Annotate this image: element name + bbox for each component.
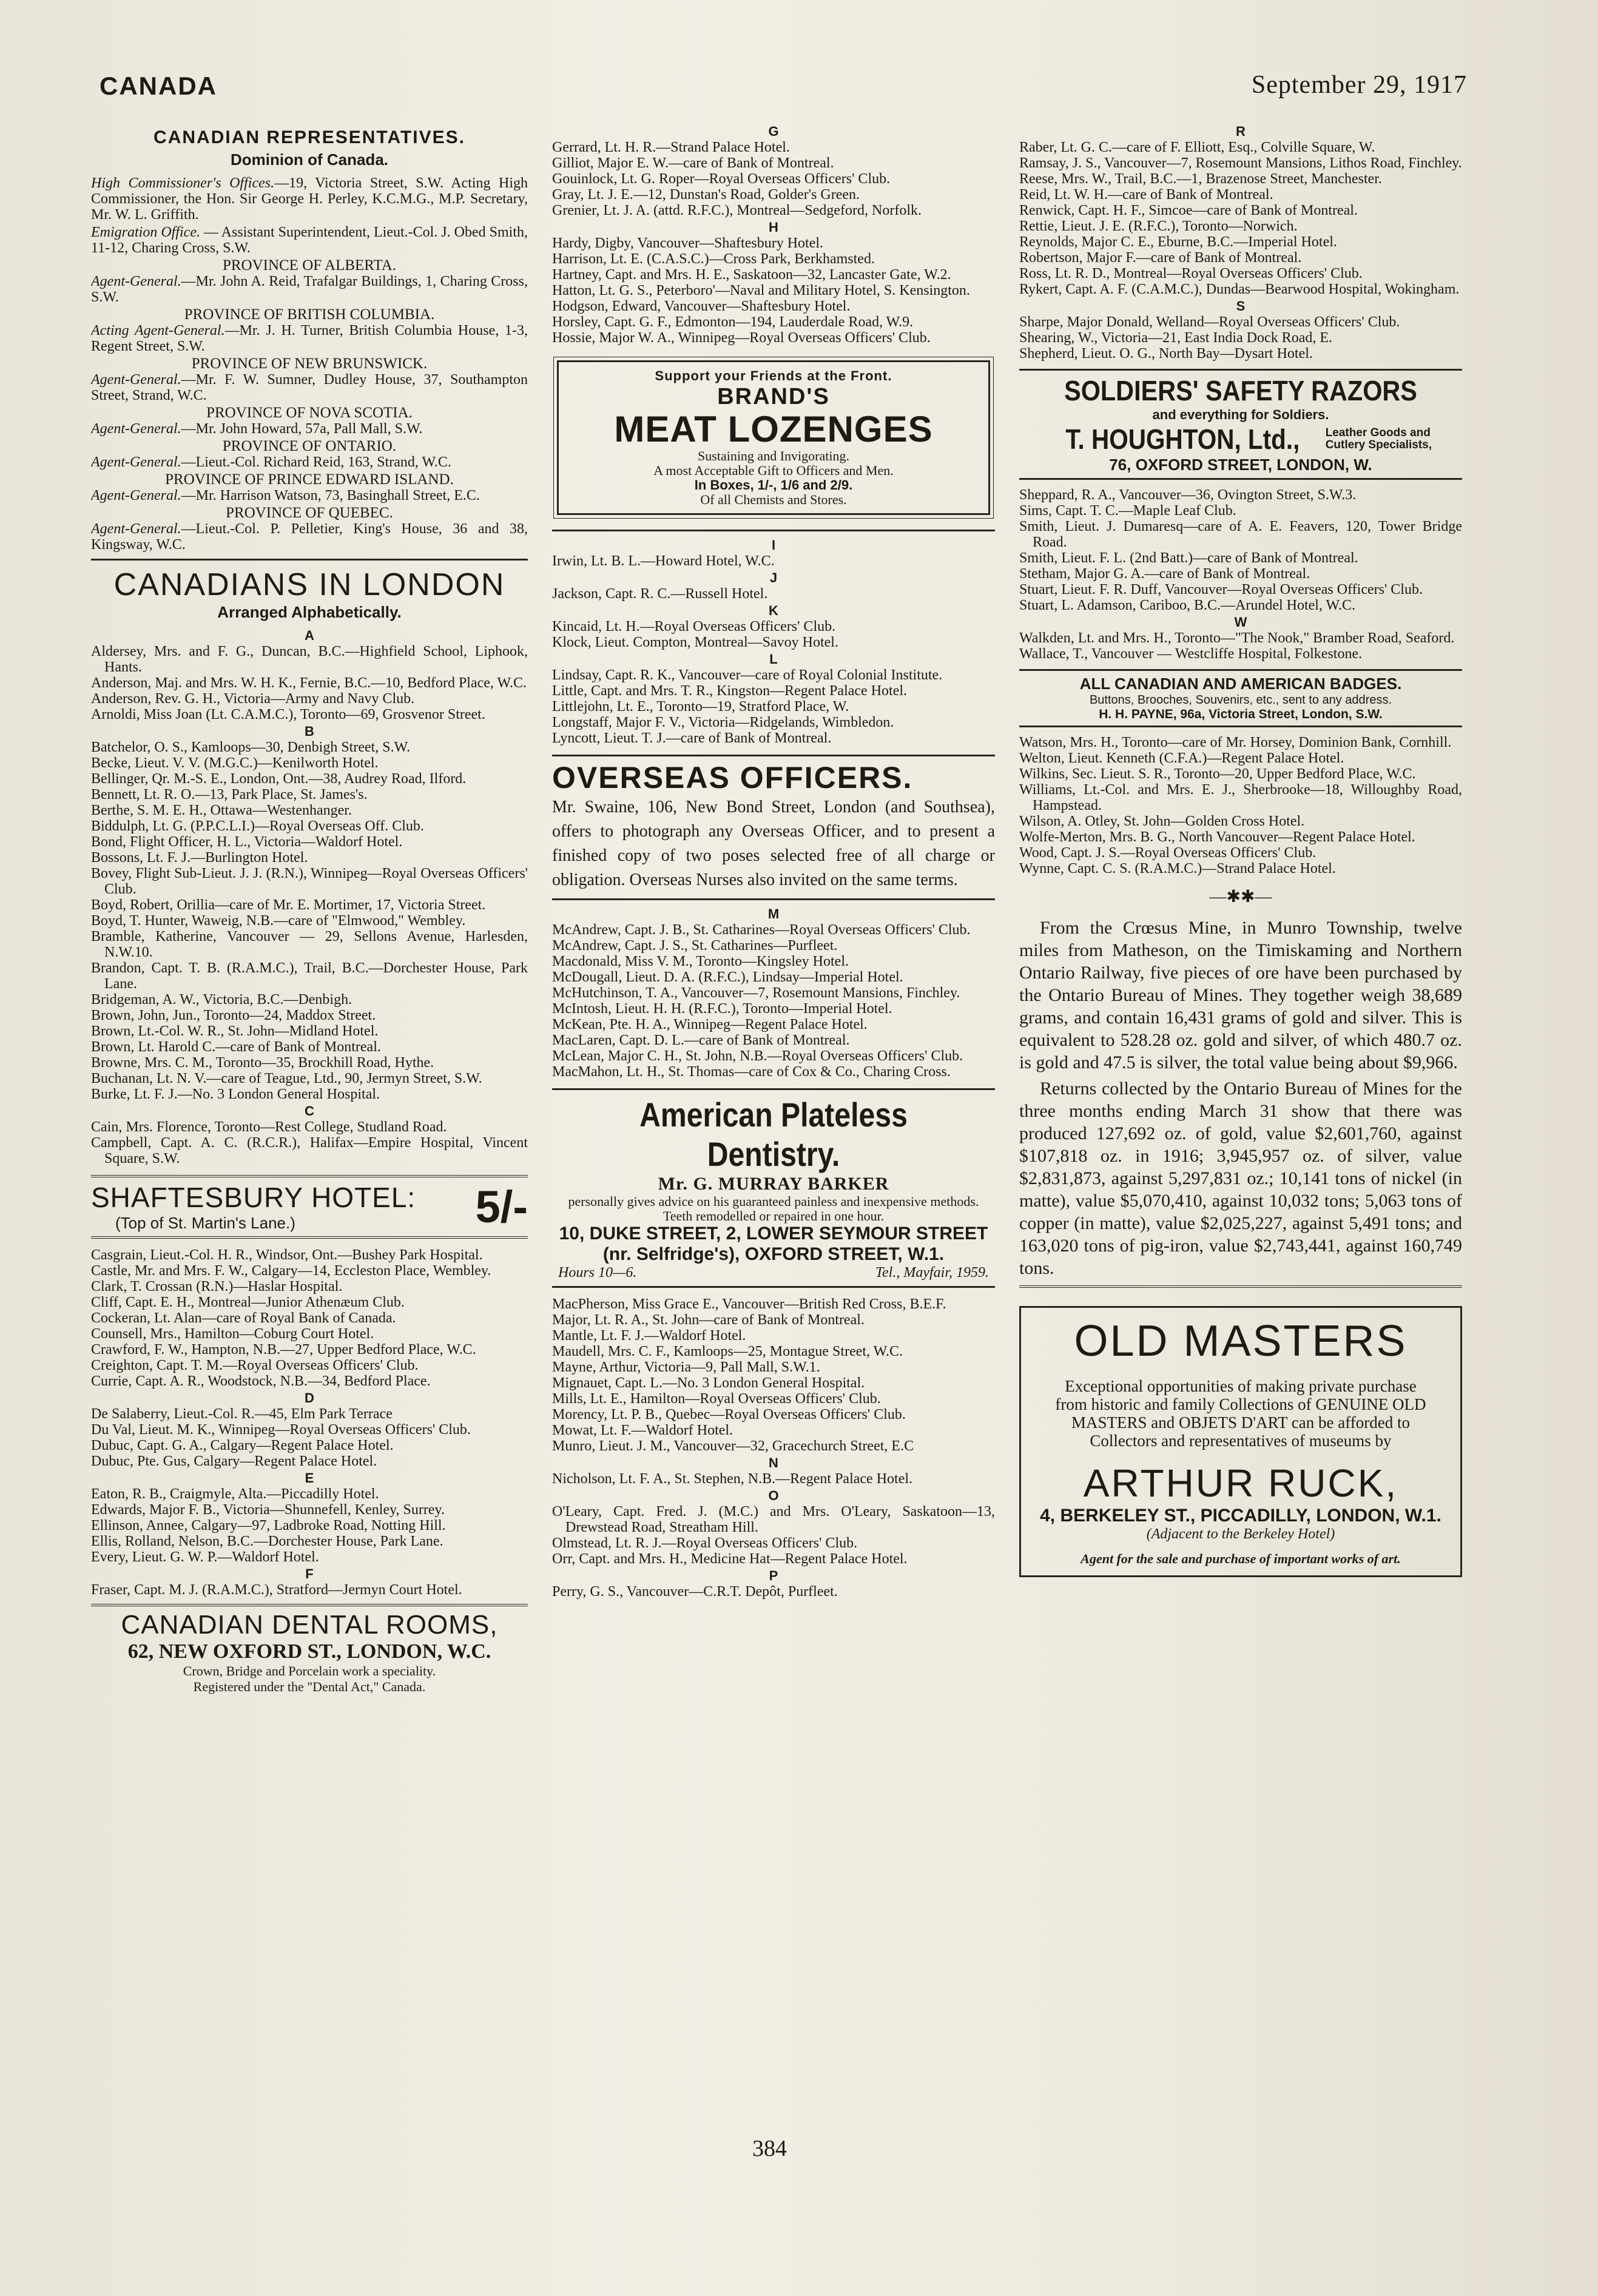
directory-entry: Hartney, Capt. and Mrs. H. E., Saskatoon—32, Lancaster Gate, W.2. bbox=[552, 267, 951, 283]
directory-entry: Bovey, Flight Sub-Lieut. J. J. (R.N.), Winnipeg—Royal Overseas Officers' Club. bbox=[91, 866, 528, 897]
directory-entry: Shepherd, Lieut. O. G., North Bay—Dysart Hotel. bbox=[1019, 346, 1313, 362]
directory-entry: Mowat, Lt. F.—Waldorf Hotel. bbox=[552, 1422, 733, 1438]
representative-entry bbox=[91, 488, 528, 503]
directory-entry: Little, Capt. and Mrs. T. R., Kingston—Regent Palace Hotel. bbox=[552, 683, 908, 699]
directory-entry: Cliff, Capt. E. H., Montreal—Junior Athenæum Club. bbox=[91, 1294, 405, 1310]
dentistry-line-1: personally gives advice on his guaranteed painless and inexpensive methods. bbox=[568, 1194, 979, 1209]
directory-entry: Crawford, F. W., Hampton, N.B.—27, Upper Bedford Place, W.C. bbox=[91, 1342, 476, 1358]
directory-entry: Mignauet, Capt. L.—No. 3 London General Hospital. bbox=[552, 1375, 865, 1391]
brand-line-1: Sustaining and Invigorating. bbox=[698, 448, 849, 463]
canadian-dental-rooms-ad bbox=[91, 1604, 528, 1695]
directory-entry: Watson, Mrs. H., Toronto—care of Mr. Horsey, Dominion Bank, Cornhill. bbox=[1019, 735, 1452, 750]
directory-w-cont bbox=[1019, 735, 1462, 877]
directory-entry: Gouinlock, Lt. G. Roper—Royal Overseas Officers' Club. bbox=[552, 171, 891, 187]
razors-firm-note-1: Leather Goods and bbox=[1325, 426, 1431, 439]
column-middle bbox=[552, 123, 995, 2187]
representative-entry bbox=[91, 323, 528, 354]
directory-entry: Nicholson, Lt. F. A., St. Stephen, N.B.—Regent Palace Hotel. bbox=[552, 1471, 913, 1487]
alphabet-letter: G bbox=[768, 124, 779, 139]
directory-entry: Rykert, Capt. A. F. (C.A.M.C.), Dundas—Bearwood Hospital, Wokingham. bbox=[1019, 281, 1460, 297]
directory-entry: Wolfe-Merton, Mrs. B. G., North Vancouver—Regent Palace Hotel. bbox=[1019, 829, 1415, 845]
page-number: 384 bbox=[752, 2136, 787, 2161]
directory-entry: Hardy, Digby, Vancouver—Shaftesbury Hotel. bbox=[552, 235, 824, 251]
directory-i-l bbox=[552, 537, 995, 746]
directory-entry: Kincaid, Lt. H.—Royal Overseas Officers' Club. bbox=[552, 619, 836, 635]
canadians-in-london-title: CANADIANS IN LONDON bbox=[113, 567, 505, 602]
representative-entry bbox=[91, 175, 528, 223]
running-head-date: September 29, 1917 bbox=[1251, 71, 1467, 99]
american-plateless-dentistry-ad bbox=[552, 1088, 995, 1288]
directory-entry: Munro, Lieut. J. M., Vancouver—32, Gracechurch Street, E.C bbox=[552, 1438, 914, 1454]
directory-entry: Gilliot, Major E. W.—care of Bank of Montreal. bbox=[552, 155, 834, 171]
directory-entry: McKean, Pte. H. A., Winnipeg—Regent Palace Hotel. bbox=[552, 1017, 868, 1032]
directory-entry: Bond, Flight Officer, H. L., Victoria—Waldorf Hotel. bbox=[91, 834, 403, 850]
province-heading: PROVINCE OF PRINCE EDWARD ISLAND. bbox=[165, 471, 454, 488]
overseas-title: OVERSEAS OFFICERS. bbox=[552, 761, 913, 795]
directory-entry: Dubuc, Pte. Gus, Calgary—Regent Palace Hotel. bbox=[91, 1453, 377, 1469]
directory-entry: Brown, John, Jun., Toronto—24, Maddox Street. bbox=[91, 1008, 376, 1023]
alphabet-letter: E bbox=[305, 1470, 314, 1486]
directory-entry: Robertson, Major F.—care of Bank of Montreal. bbox=[1019, 250, 1302, 266]
directory-entry: Mayne, Arthur, Victoria—9, Pall Mall, S.W.1. bbox=[552, 1359, 820, 1375]
directory-entry: Perry, G. S., Vancouver—C.R.T. Depôt, Purfleet. bbox=[552, 1584, 838, 1600]
directory-entry: Macdonald, Miss V. M., Toronto—Kingsley Hotel. bbox=[552, 954, 849, 969]
directory-entry: Smith, Lieut. J. Dumaresq—care of A. E. Feavers, 120, Tower Bridge Road. bbox=[1019, 519, 1462, 550]
representative-role: Acting Agent-General. bbox=[91, 323, 225, 338]
directory-entry: Brown, Lt. Harold C.—care of Bank of Montreal. bbox=[91, 1039, 381, 1055]
directory-c-f bbox=[91, 1247, 528, 1598]
directory-entry: Stuart, Lieut. F. R. Duff, Vancouver—Royal Overseas Officers' Club. bbox=[1019, 582, 1423, 598]
directory-entry: Ramsay, J. S., Vancouver—7, Rosemount Mansions, Lithos Road, Finchley. bbox=[1019, 155, 1462, 171]
directory-m-p bbox=[552, 1296, 995, 1600]
alphabet-letter: W bbox=[1234, 614, 1247, 630]
directory-entry: McIntosh, Lieut. H. H. (R.F.C.), Toronto—Imperial Hotel. bbox=[552, 1001, 892, 1017]
directory-entry: Brown, Lt.-Col. W. R., St. John—Midland Hotel. bbox=[91, 1023, 379, 1039]
directory-entry: Berthe, S. M. E. H., Ottawa—Westenhanger. bbox=[91, 803, 352, 818]
directory-entry: Irwin, Lt. B. L.—Howard Hotel, W.C. bbox=[552, 553, 775, 569]
alphabet-letter: N bbox=[769, 1455, 778, 1470]
directory-entry: Hatton, Lt. G. S., Peterboro'—Naval and Military Hotel, S. Kensington. bbox=[552, 283, 970, 298]
representative-role: High Commissioner's Offices. bbox=[91, 175, 275, 191]
brand-line-4: Of all Chemists and Stores. bbox=[700, 492, 847, 507]
directory-entry: Campbell, Capt. A. C. (R.C.R.), Halifax—Empire Hospital, Vincent Square, S.W. bbox=[91, 1135, 528, 1167]
directory-entry: Bellinger, Qr. M.-S. E., London, Ont.—38, Audrey Road, Ilford. bbox=[91, 771, 467, 787]
directory-entry: Williams, Lt.-Col. and Mrs. E. J., Sherbrooke—18, Willoughby Road, Hampstead. bbox=[1019, 782, 1462, 813]
alphabet-letter: C bbox=[305, 1103, 314, 1119]
directory-s-w bbox=[1019, 487, 1462, 662]
directory-entry: MacMahon, Lt. H., St. Thomas—care of Cox & Co., Charing Cross. bbox=[552, 1064, 951, 1080]
directory-entry: Batchelor, O. S., Kamloops—30, Denbigh Street, S.W. bbox=[91, 739, 411, 755]
directory-entry: Raber, Lt. G. C.—care of F. Elliott, Esq., Colville Square, W. bbox=[1019, 140, 1375, 155]
directory-entry: Reynolds, Major C. E., Eburne, B.C.—Imperial Hotel. bbox=[1019, 234, 1337, 250]
directory-entry: Ross, Lt. R. D., Montreal—Royal Overseas Officers' Club. bbox=[1019, 266, 1363, 281]
directory-entry: Horsley, Capt. G. F., Edmonton—194, Lauderdale Road, W.9. bbox=[552, 314, 914, 330]
representative-details: —19, Victoria Street, S.W. Acting High Commissioner, the Hon. Sir George H. Perley, K.C.M.G., M.P. Secretary, Mr. W. L. Griffith. bbox=[91, 175, 528, 223]
directory-entry: McLean, Major C. H., St. John, N.B.—Royal Overseas Officers' Club. bbox=[552, 1048, 963, 1064]
divider bbox=[552, 530, 995, 531]
representative-entry bbox=[91, 454, 528, 470]
brand-line-3: In Boxes, 1/-, 1/6 and 2/9. bbox=[694, 477, 853, 493]
canadians-in-london-subtitle: Arranged Alphabetically. bbox=[217, 603, 402, 621]
alphabet-letter: F bbox=[305, 1566, 314, 1581]
alphabet-letter: L bbox=[769, 651, 778, 667]
representative-role: Agent-General. bbox=[91, 454, 181, 470]
divider bbox=[91, 559, 528, 561]
directory-entry: Eaton, R. B., Craigmyle, Alta.—Piccadilly Hotel. bbox=[91, 1486, 379, 1502]
directory-entry: Gerrard, Lt. H. R.—Strand Palace Hotel. bbox=[552, 140, 790, 155]
column-right bbox=[1019, 123, 1462, 2187]
representative-details: —Mr. J. H. Turner, British Columbia House, 1-3, Regent Street, S.W. bbox=[91, 323, 528, 354]
brand-line-2: A most Acceptable Gift to Officers and Men. bbox=[653, 463, 894, 478]
province-heading: PROVINCE OF QUEBEC. bbox=[226, 505, 393, 521]
directory-entry: Boyd, Robert, Orillia—care of Mr. E. Mortimer, 17, Victoria Street. bbox=[91, 897, 486, 913]
directory-entry: Du Val, Lieut. M. K., Winnipeg—Royal Overseas Officers' Club. bbox=[91, 1422, 471, 1438]
divider bbox=[552, 898, 995, 900]
razors-firm-note-2: Cutlery Specialists, bbox=[1325, 439, 1432, 451]
directory-entry: Harrison, Lt. E. (C.A.S.C.)—Cross Park, Berkhamsted. bbox=[552, 251, 875, 267]
masters-title: OLD MASTERS bbox=[1074, 1317, 1408, 1365]
representative-role: Agent-General. bbox=[91, 372, 181, 388]
directory-entry: O'Leary, Capt. Fred. J. (M.C.) and Mrs. O'Leary, Saskatoon—13, Drewstead Road, Streatham Hill. bbox=[552, 1504, 995, 1535]
alphabet-letter: J bbox=[769, 570, 778, 585]
razors-subtitle: and everything for Soldiers. bbox=[1152, 407, 1329, 422]
representative-details: —Mr. John Howard, 57a, Pall Mall, S.W. bbox=[181, 421, 423, 437]
representative-role: Agent-General. bbox=[91, 521, 181, 537]
column-left bbox=[91, 123, 528, 2187]
directory-entry: Buchanan, Lt. N. V.—care of Teague, Ltd., 90, Jermyn Street, S.W. bbox=[91, 1071, 482, 1086]
representative-role: Agent-General. bbox=[91, 488, 181, 503]
representative-details: —Mr. Harrison Watson, 73, Basinghall Street, E.C. bbox=[181, 488, 480, 503]
dental-line-1: Crown, Bridge and Porcelain work a speciality. bbox=[183, 1663, 436, 1678]
alphabet-letter: M bbox=[767, 906, 780, 921]
razors-firm-row bbox=[1019, 423, 1462, 456]
directory-entry: Anderson, Maj. and Mrs. W. H. K., Fernie, B.C.—10, Bedford Place, W.C. bbox=[91, 675, 527, 691]
directory-entry: Hossie, Major W. A., Winnipeg—Royal Overseas Officers' Club. bbox=[552, 330, 931, 346]
directory-entry: Aldersey, Mrs. and F. G., Duncan, B.C.—Highfield School, Liphook, Hants. bbox=[91, 644, 528, 675]
dentistry-title: American Plateless Dentistry. bbox=[639, 1096, 908, 1173]
dentistry-address-1: 10, DUKE STREET, 2, LOWER SEYMOUR STREET bbox=[559, 1224, 988, 1244]
dentistry-hours-row bbox=[552, 1265, 995, 1281]
representative-details: — Assistant Superintendent, Lieut.-Col. J. Obed Smith, 11-12, Charing Cross, S.W. bbox=[91, 224, 528, 256]
directory-entry: Fraser, Capt. M. J. (R.A.M.C.), Stratford—Jermyn Court Hotel. bbox=[91, 1582, 462, 1598]
brands-meat-lozenges-ad bbox=[557, 360, 990, 515]
directory-entry: Gray, Lt. J. E.—12, Dunstan's Road, Golder's Green. bbox=[552, 187, 860, 203]
directory-entry: Shearing, W., Victoria—21, East India Dock Road, E. bbox=[1019, 330, 1333, 346]
directory-g-h bbox=[552, 124, 995, 346]
badges-title: ALL CANADIAN AND AMERICAN BADGES. bbox=[1079, 675, 1402, 693]
directory-entry: Wilkins, Sec. Lieut. S. R., Toronto—20, Upper Bedford Place, W.C. bbox=[1019, 766, 1416, 782]
masters-body: Exceptional opportunities of making private purchase from historic and family Collections of GENUINE OLD MASTERS and OBJETS D'ART can be afforded to Collectors and representatives of museums by bbox=[1055, 1377, 1426, 1450]
directory-entry: Olmstead, Lt. R. J.—Royal Overseas Officers' Club. bbox=[552, 1535, 858, 1551]
directory-entry: Browne, Mrs. C. M., Toronto—35, Brockhill Road, Hythe. bbox=[91, 1055, 434, 1071]
directory-entry: Casgrain, Lieut.-Col. H. R., Windsor, Ont.—Bushey Park Hospital. bbox=[91, 1247, 483, 1263]
directory-m bbox=[552, 906, 995, 1080]
alphabet-letter: S bbox=[1236, 298, 1246, 314]
alphabet-letter: K bbox=[769, 603, 778, 618]
representative-details: —Mr. John A. Reid, Trafalgar Buildings, 1, Charing Cross, S.W. bbox=[91, 274, 528, 305]
brand-product: MEAT LOZENGES bbox=[614, 409, 933, 449]
razors-address: 76, OXFORD STREET, LONDON, W. bbox=[1109, 456, 1372, 474]
dentistry-telephone: Tel., Mayfair, 1959. bbox=[875, 1265, 989, 1281]
razors-firm: T. HOUGHTON, Ltd., bbox=[1065, 423, 1300, 455]
directory-entry: Mantle, Lt. F. J.—Waldorf Hotel. bbox=[552, 1328, 746, 1344]
directory-entry: Sims, Capt. T. C.—Maple Leaf Club. bbox=[1019, 503, 1236, 519]
badges-ad bbox=[1019, 669, 1462, 727]
dentistry-hours: Hours 10—6. bbox=[558, 1265, 637, 1281]
directory-entry: Major, Lt. R. A., St. John—care of Bank of Montreal. bbox=[552, 1312, 865, 1328]
directory-entry: Bridgeman, A. W., Victoria, B.C.—Denbigh. bbox=[91, 992, 352, 1008]
directory-entry: Lyncott, Lieut. T. J.—care of Bank of Montreal. bbox=[552, 730, 832, 746]
province-heading: PROVINCE OF NOVA SCOTIA. bbox=[206, 405, 413, 421]
article-paragraph-1: From the Crœsus Mine, in Munro Township, twelve miles from Matheson, on the Timiskaming and Northern Ontario Railway, five pieces of ore have been purchased by the Ontario Bureau of Mines. They together weigh 38,689 grams, and contain 16,431 grams of gold and silver. This is equivalent to 528.28 oz. gold and silver, of which 480.7 oz. is gold and 47.5 is silver, the total value being about $9,966. bbox=[1019, 918, 1462, 1072]
directory-entry: Boyd, T. Hunter, Waweig, N.B.—care of "Elmwood," Wembley. bbox=[91, 913, 466, 929]
directory-entry: Sheppard, R. A., Vancouver—36, Ovington Street, S.W.3. bbox=[1019, 487, 1357, 503]
directory-entry: Castle, Mr. and Mrs. F. W., Calgary—14, Eccleston Place, Wembley. bbox=[91, 1263, 491, 1279]
old-masters-ad bbox=[1019, 1306, 1462, 1577]
article-paragraph-2: Returns collected by the Ontario Bureau of Mines for the three months ending March 31 show that there was produced 127,692 oz. of gold, value $2,601,760, against $107,818 oz. in 1916; 3,945,957 oz. of silver, value $2,831,873, against 5,297,831 oz.; 10,141 tons of nickel (in matte), value $5,070,410, against 10,032 tons; 5,063 tons of copper (in matte), value $2,025,227, against 5,491 tons; and 163,020 tons of pig-iron, value $2,743,441, against 160,749 tons. bbox=[1019, 1079, 1462, 1278]
directory-entry: Currie, Capt. A. R., Woodstock, N.B.—34, Bedford Place. bbox=[91, 1373, 431, 1389]
overseas-officers-ad bbox=[552, 755, 995, 892]
dentistry-address-2: (nr. Selfridge's), OXFORD STREET, W.1. bbox=[602, 1244, 945, 1264]
directory-entry: Reese, Mrs. W., Trail, B.C.—1, Brazenose Street, Manchester. bbox=[1019, 171, 1382, 187]
directory-entry: Cockeran, Lt. Alan—care of Royal Bank of Canada. bbox=[91, 1310, 396, 1326]
representative-entry bbox=[91, 421, 528, 437]
masters-dealer: ARTHUR RUCK, bbox=[1083, 1461, 1398, 1505]
razors-firm-note bbox=[1326, 427, 1432, 451]
directory-r-s bbox=[1019, 124, 1462, 362]
shaftesbury-location: (Top of St. Martin's Lane.) bbox=[115, 1214, 295, 1232]
directory-entry: Klock, Lieut. Compton, Montreal—Savoy Hotel. bbox=[552, 635, 838, 650]
dentistry-line-2: Teeth remodelled or repaired in one hour. bbox=[662, 1208, 885, 1224]
province-heading: PROVINCE OF BRITISH COLUMBIA. bbox=[184, 306, 435, 323]
directory-entry: Anderson, Rev. G. H., Victoria—Army and Navy Club. bbox=[91, 691, 415, 707]
directory-entry: Morency, Lt. P. B., Quebec—Royal Overseas Officers' Club. bbox=[552, 1407, 906, 1422]
directory-entry: Wynne, Capt. C. S. (R.A.M.C.)—Strand Palace Hotel. bbox=[1019, 861, 1336, 877]
representative-role: Agent-General. bbox=[91, 274, 181, 289]
directory-entry: McHutchinson, T. A., Vancouver—7, Rosemount Mansions, Finchley. bbox=[552, 985, 960, 1001]
badges-line: Buttons, Brooches, Souvenirs, etc., sent to any address. bbox=[1089, 693, 1392, 707]
directory-entry: Orr, Capt. and Mrs. H., Medicine Hat—Regent Palace Hotel. bbox=[552, 1551, 908, 1567]
masters-agent-note: Agent for the sale and purchase of important works of art. bbox=[1081, 1551, 1401, 1566]
directory-entry: Littlejohn, Lt. E., Toronto—19, Stratford Place, W. bbox=[552, 699, 849, 715]
directory-entry: Wilson, A. Otley, St. John—Golden Cross Hotel. bbox=[1019, 813, 1305, 829]
directory-entry: Lindsay, Capt. R. K., Vancouver—care of Royal Colonial Institute. bbox=[552, 667, 943, 683]
directory-entry: Renwick, Capt. H. F., Simcoe—care of Bank of Montreal. bbox=[1019, 203, 1358, 218]
dentistry-name: Mr. G. MURRAY BARKER bbox=[658, 1174, 889, 1194]
representative-entry bbox=[91, 372, 528, 403]
soldiers-safety-razors-ad bbox=[1019, 369, 1462, 480]
directory-entry: Bramble, Katherine, Vancouver — 29, Sellons Avenue, Harlesden, N.W.10. bbox=[91, 929, 528, 960]
shaftesbury-hotel-ad bbox=[91, 1175, 528, 1239]
alphabet-letter: D bbox=[305, 1390, 314, 1406]
representative-entry bbox=[91, 224, 528, 256]
directory-entry: MacLaren, Capt. D. L.—care of Bank of Montreal. bbox=[552, 1032, 850, 1048]
representative-details: —Lieut.-Col. P. Pelletier, King's House, 36 and 38, Kingsway, W.C. bbox=[91, 521, 528, 553]
directory-entry: McAndrew, Capt. J. S., St. Catharines—Purfleet. bbox=[552, 938, 838, 954]
directory-entry: Ellis, Rolland, Nelson, B.C.—Dorchester House, Park Lane. bbox=[91, 1533, 443, 1549]
divider bbox=[1019, 1285, 1462, 1288]
alphabet-letter: I bbox=[771, 537, 776, 553]
directory-entry: Mills, Lt. E., Hamilton—Royal Overseas Officers' Club. bbox=[552, 1391, 881, 1407]
directory-entry: Dubuc, Capt. G. A., Calgary—Regent Palace Hotel. bbox=[91, 1438, 394, 1453]
dental-address: 62, NEW OXFORD ST., LONDON, W.C. bbox=[127, 1640, 491, 1663]
dental-name: CANADIAN DENTAL ROOMS, bbox=[121, 1610, 498, 1640]
province-heading: PROVINCE OF ONTARIO. bbox=[222, 438, 397, 454]
directory-entry: Ellinson, Annee, Calgary—97, Ladbroke Road, Notting Hill. bbox=[91, 1518, 446, 1533]
directory-entry: Cain, Mrs. Florence, Toronto—Rest College, Studland Road. bbox=[91, 1119, 447, 1135]
masters-adjacent: (Adjacent to the Berkeley Hotel) bbox=[1146, 1526, 1335, 1542]
directory-entry: Biddulph, Lt. G. (P.P.C.L.I.)—Royal Overseas Off. Club. bbox=[91, 818, 424, 834]
masters-address: 4, BERKELEY ST., PICCADILLY, LONDON, W.1. bbox=[1040, 1506, 1441, 1526]
alphabet-letter: A bbox=[305, 628, 314, 643]
directory-entry: Welton, Lieut. Kenneth (C.F.A.)—Regent Palace Hotel. bbox=[1019, 750, 1344, 766]
directory-entry: Brandon, Capt. T. B. (R.A.M.C.), Trail, B.C.—Dorchester House, Park Lane. bbox=[91, 960, 528, 992]
section-ornament: —✱✱— bbox=[1209, 887, 1272, 906]
directory-entry: Longstaff, Major F. V., Victoria—Ridgelands, Wimbledon. bbox=[552, 715, 894, 730]
directory-entry: Hodgson, Edward, Vancouver—Shaftesbury Hotel. bbox=[552, 298, 851, 314]
shaftesbury-price: 5/- bbox=[475, 1182, 528, 1232]
alphabet-letter: B bbox=[305, 724, 314, 739]
representative-entry bbox=[91, 274, 528, 305]
province-heading: PROVINCE OF ALBERTA. bbox=[222, 257, 397, 274]
directory-entry: Arnoldi, Miss Joan (Lt. C.A.M.C.), Toronto—69, Grosvenor Street. bbox=[91, 707, 485, 722]
directory-entry: Rettie, Lieut. J. E. (R.F.C.), Toronto—Norwich. bbox=[1019, 218, 1298, 234]
directory-entry: Edwards, Major F. B., Victoria—Shunnefell, Kenley, Surrey. bbox=[91, 1502, 445, 1518]
alphabet-letter: R bbox=[1236, 124, 1246, 139]
representative-details: —Mr. F. W. Sumner, Dudley House, 37, Southampton Street, Strand, W.C. bbox=[91, 372, 528, 403]
directory-entry: Every, Lieut. G. W. P.—Waldorf Hotel. bbox=[91, 1549, 319, 1565]
directory-entry: McDougall, Lieut. D. A. (R.F.C.), Lindsay—Imperial Hotel. bbox=[552, 969, 903, 985]
brand-name: BRAND'S bbox=[717, 384, 830, 409]
representative-details: —Lieut.-Col. Richard Reid, 163, Strand, W.C. bbox=[181, 454, 451, 470]
province-heading: PROVINCE OF NEW BRUNSWICK. bbox=[191, 355, 428, 372]
directory-entry: Counsell, Mrs., Hamilton—Coburg Court Hotel. bbox=[91, 1326, 374, 1342]
dental-line-2: Registered under the "Dental Act," Canada. bbox=[193, 1679, 426, 1694]
alphabet-letter: O bbox=[768, 1488, 779, 1503]
representative-role: Emigration Office. bbox=[91, 224, 200, 240]
brand-tagline: Support your Friends at the Front. bbox=[655, 368, 892, 383]
directory-entry: Becke, Lieut. V. V. (M.G.C.)—Kenilworth Hotel. bbox=[91, 755, 379, 771]
directory-entry: Wallace, T., Vancouver — Westcliffe Hospital, Folkestone. bbox=[1019, 646, 1363, 662]
alphabet-letter: P bbox=[769, 1568, 778, 1583]
shaftesbury-name: SHAFTESBURY HOTEL: bbox=[91, 1182, 416, 1213]
directory-entry: Wood, Capt. J. S.—Royal Overseas Officers' Club. bbox=[1019, 845, 1316, 861]
directory-entry: McAndrew, Capt. J. B., St. Catharines—Royal Overseas Officers' Club. bbox=[552, 922, 971, 938]
representative-entry bbox=[91, 521, 528, 553]
directory-entry: Maudell, Mrs. C. F., Kamloops—25, Montague Street, W.C. bbox=[552, 1344, 903, 1359]
directory-entry: Bennett, Lt. R. O.—13, Park Place, St. James's. bbox=[91, 787, 368, 803]
razors-title: SOLDIERS' SAFETY RAZORS bbox=[1064, 375, 1417, 406]
directory-entry: Clark, T. Crossan (R.N.)—Haslar Hospital. bbox=[91, 1279, 343, 1294]
directory-entry: Sharpe, Major Donald, Welland—Royal Overseas Officers' Club. bbox=[1019, 314, 1400, 330]
running-head-title: CANADA bbox=[99, 72, 217, 100]
directory-entry: Burke, Lt. F. J.—No. 3 London General Hospital. bbox=[91, 1086, 380, 1102]
reps-title: CANADIAN REPRESENTATIVES. bbox=[153, 127, 465, 147]
directory-entry: Bossons, Lt. F. J.—Burlington Hotel. bbox=[91, 850, 308, 866]
representative-role: Agent-General. bbox=[91, 421, 181, 437]
directory-entry: Creighton, Capt. T. M.—Royal Overseas Officers' Club. bbox=[91, 1358, 419, 1373]
directory-entry: Stuart, L. Adamson, Cariboo, B.C.—Arundel Hotel, W.C. bbox=[1019, 598, 1355, 613]
directory-entry: Jackson, Capt. R. C.—Russell Hotel. bbox=[552, 586, 768, 602]
reps-subtitle: Dominion of Canada. bbox=[231, 150, 388, 169]
alphabet-letter: H bbox=[769, 220, 778, 235]
directory-entry: Stetham, Major G. A.—care of Bank of Montreal. bbox=[1019, 566, 1310, 582]
directory-entry: Smith, Lieut. F. L. (2nd Batt.)—care of Bank of Montreal. bbox=[1019, 550, 1358, 566]
directory-entry: Reid, Lt. W. H.—care of Bank of Montreal. bbox=[1019, 187, 1273, 203]
overseas-body: Mr. Swaine, 106, New Bond Street, London (and Southsea), offers to photograph any Overseas Officer, and to present a finished copy of two poses selected free of all charge or obligation. Overseas Nurses also invited on the same terms. bbox=[552, 798, 995, 889]
directory-a-c bbox=[91, 628, 528, 1167]
directory-entry: De Salaberry, Lieut.-Col. R.—45, Elm Park Terrace bbox=[91, 1406, 393, 1422]
representatives-list bbox=[91, 175, 528, 553]
directory-entry: Grenier, Lt. J. A. (attd. R.F.C.), Montreal—Sedgeford, Norfolk. bbox=[552, 203, 922, 218]
directory-entry: MacPherson, Miss Grace E., Vancouver—British Red Cross, B.E.F. bbox=[552, 1296, 946, 1312]
directory-entry: Walkden, Lt. and Mrs. H., Toronto—"The Nook," Bramber Road, Seaford. bbox=[1019, 630, 1455, 646]
badges-address: H. H. PAYNE, 96a, Victoria Street, London, S.W. bbox=[1099, 707, 1383, 721]
